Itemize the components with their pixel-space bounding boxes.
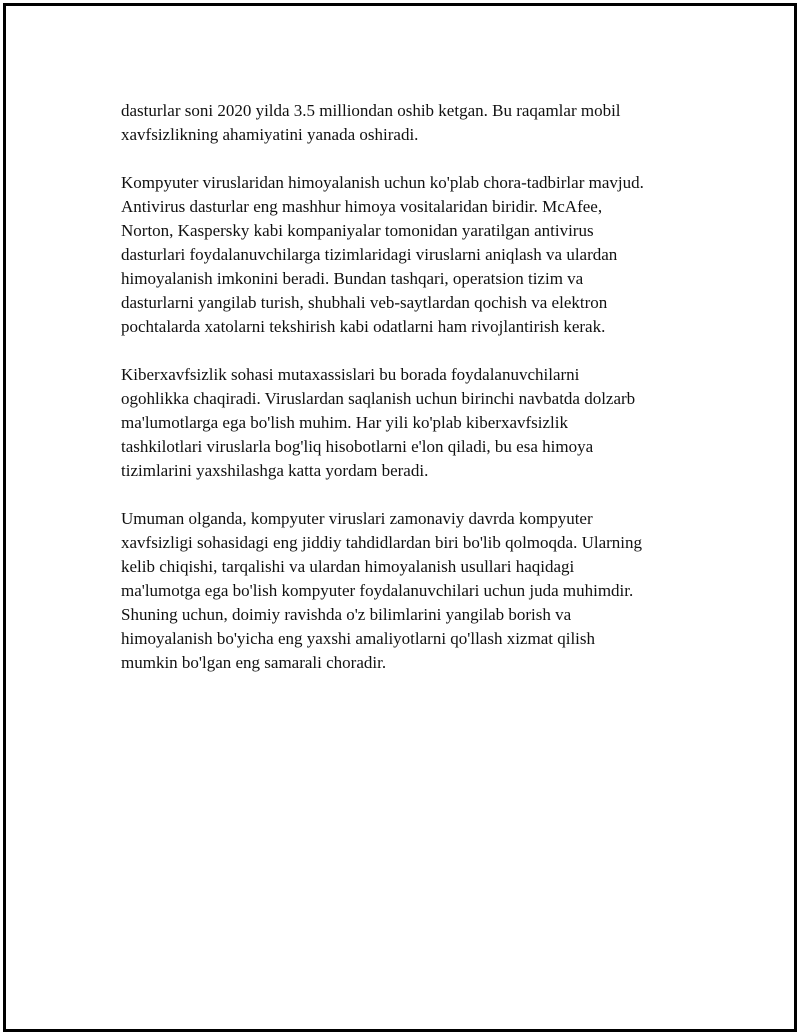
paragraph: dasturlar soni 2020 yilda 3.5 milliondan oshib ketgan. Bu raqamlar mobil xavfsizlikning ahamiyatini yanada oshiradi.	[121, 101, 621, 144]
paragraph: Umuman olganda, kompyuter viruslari zamonaviy davrda kompyuter xavfsizligi sohasidagi eng jiddiy tahdidlardan biri bo'lib qolmoqda. Ularning kelib chiqishi, tarqalishi va ulardan himoyalanish usullari haqidagi ma'lumotga ega bo'lish kompyuter foydalanuvchilari uchun juda muhimdir. Shuning uchun, doimiy ravishda o'z bilimlarini yangilab borish va himoyalanish bo'yicha eng yaxshi amaliyotlarni qo'llash xizmat qilish mumkin bo'lgan eng samarali choradir.	[121, 509, 642, 672]
paragraph: Kompyuter viruslaridan himoyalanish uchun ko'plab chora-tadbirlar mavjud. Antivirus dasturlar eng mashhur himoya vositalaridan biridir. McAfee, Norton, Kaspersky kabi kompaniyalar tomonidan yaratilgan antivirus dasturlari foydalanuvchilarga tizimlaridagi viruslarni aniqlash va ulardan himoyalanish imkonini beradi. Bundan tashqari, operatsion tizim va dasturlarni yangilab turish, shubhali veb-saytlardan qochish va elektron pochtalarda xatolarni tekshirish kabi odatlarni ham rivojlantirish kerak.	[121, 173, 644, 336]
paragraph: Kiberxavfsizlik sohasi mutaxassislari bu borada foydalanuvchilarni ogohlikka chaqiradi. Viruslardan saqlanish uchun birinchi navbatda dolzarb ma'lumotlarga ega bo'lish muhim. Har yili ko'plab kiberxavfsizlik tashkilotlari viruslarla bog'liq hisobotlarni e'lon qiladi, bu esa himoya tizimlarini yaxshilashga katta yordam beradi.	[121, 365, 636, 480]
document-page	[3, 3, 797, 1032]
document-body	[121, 99, 691, 699]
